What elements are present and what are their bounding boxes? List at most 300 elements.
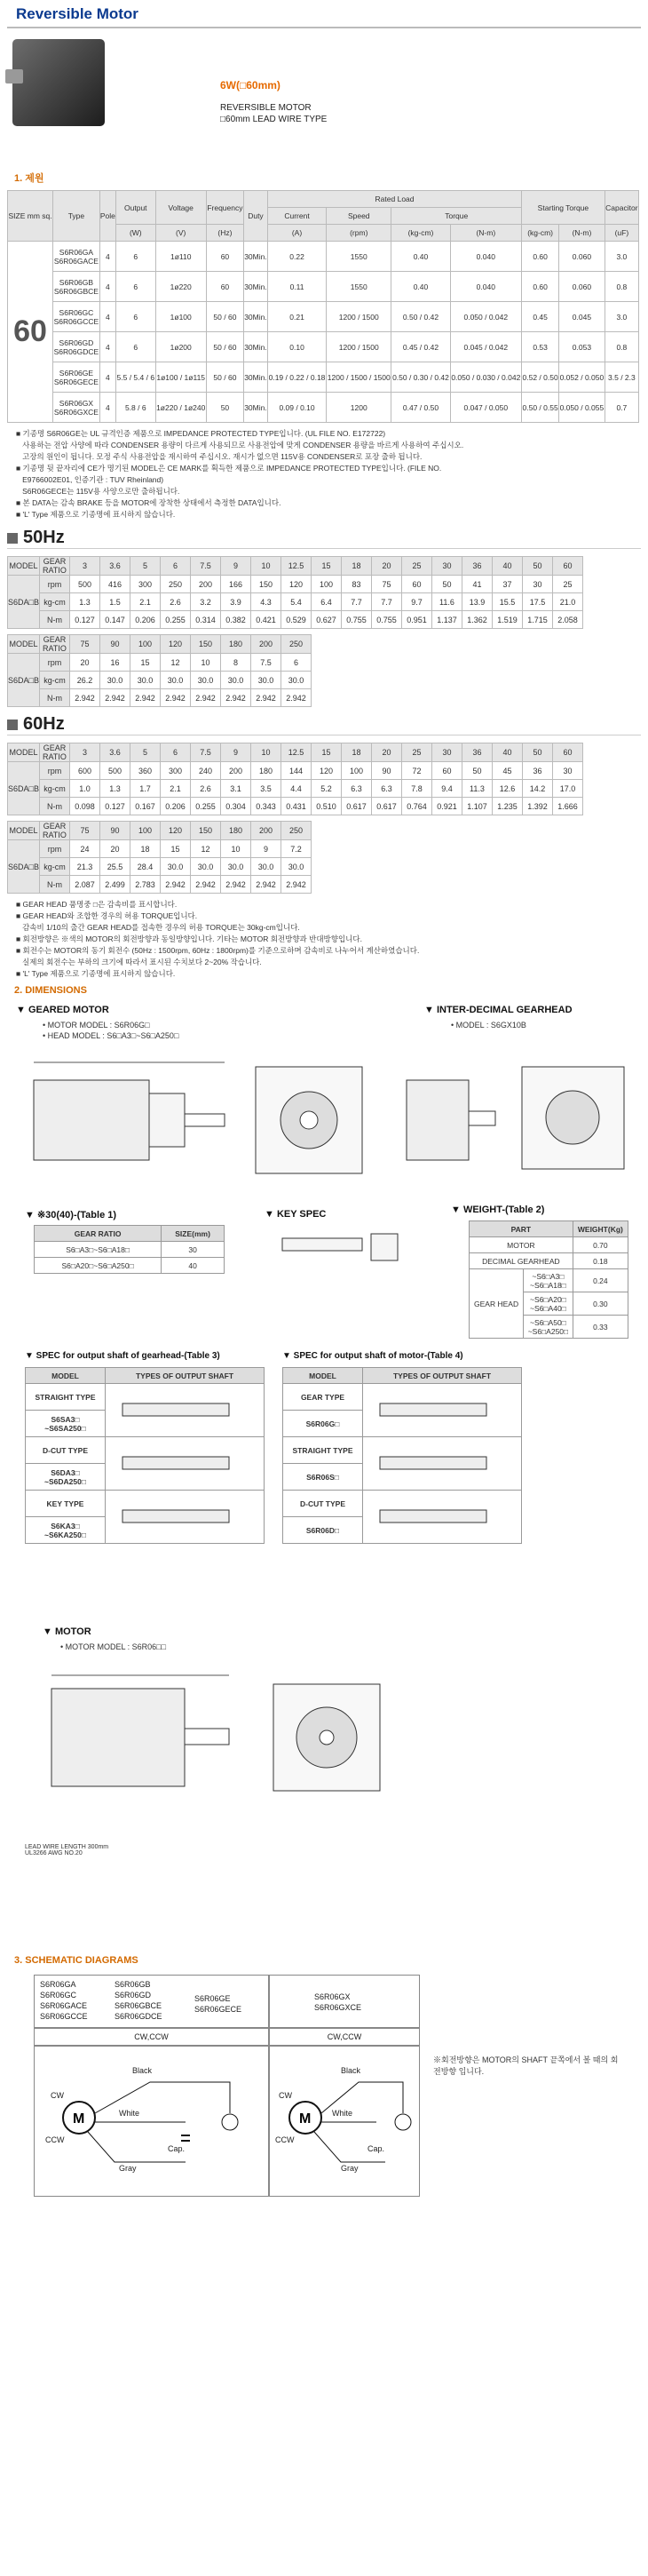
gear-cell: 12 bbox=[190, 840, 220, 858]
gear-cell: 16 bbox=[99, 654, 130, 672]
gear-cell: 180 bbox=[220, 822, 250, 840]
row-label: rpm bbox=[39, 576, 69, 593]
table4-title: ▼ SPEC for output shaft of motor-(Table 4) bbox=[282, 1351, 463, 1361]
gear-table-60hz-b bbox=[7, 821, 312, 894]
cw-label-b: CW bbox=[279, 2091, 292, 2100]
gear-cell: 20 bbox=[371, 743, 401, 762]
weight-table bbox=[469, 1220, 628, 1339]
note-line: 실제의 회전수는 부하의 크기에 따라서 표시된 수치보다 2~20% 작습니다. bbox=[16, 958, 262, 966]
row-label: rpm bbox=[39, 762, 69, 780]
gear-cell: 7.2 bbox=[281, 840, 311, 858]
gear-cell: 120 bbox=[160, 822, 190, 840]
gear-cell: 15 bbox=[311, 557, 341, 576]
gear-cell: 40 bbox=[492, 557, 522, 576]
rated-cell: 50 / 60 bbox=[206, 362, 243, 393]
gear-cell: 2.942 bbox=[99, 689, 130, 707]
rated-cell: S6R06GB S6R06GBCE bbox=[53, 272, 100, 302]
gear-cell: 50 bbox=[431, 576, 462, 593]
rated-cell: 30Min. bbox=[243, 332, 267, 362]
rated-row bbox=[8, 332, 639, 362]
gear-cell: 9.7 bbox=[401, 593, 431, 611]
note-line: 감속비 1/10의 출간 GEAR HEAD를 접속한 경우의 허용 TORQUE는 30kg-cm입니다. bbox=[16, 923, 300, 932]
rated-cell: 60 bbox=[206, 242, 243, 272]
unit-hz: (Hz) bbox=[206, 225, 243, 242]
gear-cell: 1.0 bbox=[69, 780, 99, 798]
gear-cell: 1.519 bbox=[492, 611, 522, 629]
heading-50hz-text: 50Hz bbox=[23, 528, 65, 547]
t3-dcut-model: S6DA3□ ~S6DA250□ bbox=[26, 1464, 106, 1491]
model-name: S6DA□B bbox=[8, 762, 40, 815]
t3-key-model: S6KA3□ ~S6KA250□ bbox=[26, 1517, 106, 1544]
table4 bbox=[282, 1367, 522, 1544]
rotation-note: ※회전방향은 MOTOR의 SHAFT 끝쪽에서 볼 때의 회전방향 입니다. bbox=[433, 2055, 619, 2076]
model-name: S6DA□B bbox=[8, 840, 40, 894]
note-line: ■ GEAR HEAD 품명중 □은 감속비를 표시합니다. bbox=[16, 900, 178, 909]
product-summary bbox=[0, 28, 648, 171]
gear-table-50hz-a bbox=[7, 556, 583, 629]
section-dimensions: 2. DIMENSIONS bbox=[14, 985, 87, 996]
gear-cell: 0.255 bbox=[190, 798, 220, 815]
motor-drawing bbox=[25, 1662, 433, 1840]
model-name: S6R06GA bbox=[40, 1980, 76, 1989]
t1-r2-size: 40 bbox=[162, 1258, 225, 1274]
gear-row bbox=[8, 840, 312, 858]
unit-w: (W) bbox=[116, 225, 155, 242]
gear-cell: 21.3 bbox=[69, 858, 99, 876]
rated-cell: 0.040 bbox=[450, 242, 522, 272]
row-label: N-m bbox=[39, 876, 69, 894]
rated-table bbox=[7, 190, 639, 423]
unit-a: (A) bbox=[267, 225, 326, 242]
model-name: S6R06GD bbox=[115, 1991, 152, 2000]
power-rating: 6W(□60mm) bbox=[220, 79, 281, 91]
gear-cell: 3.1 bbox=[220, 780, 250, 798]
gear-cell: 1.715 bbox=[522, 611, 552, 629]
rated-cell: 0.50 / 0.55 bbox=[522, 393, 559, 423]
gear-cell: 20 bbox=[371, 557, 401, 576]
rated-cell: 6 bbox=[116, 272, 155, 302]
w-gh-2: ~S6□A20□ ~S6□A40□ bbox=[524, 1292, 573, 1316]
motor-photo bbox=[12, 39, 105, 126]
rated-cell: 1550 bbox=[327, 242, 391, 272]
rated-cell: 1200 / 1500 / 1500 bbox=[327, 362, 391, 393]
h-frequency: Frequency bbox=[206, 191, 243, 225]
gear-cell: 2.942 bbox=[190, 689, 220, 707]
rated-cell: 0.47 / 0.50 bbox=[391, 393, 450, 423]
size-cell: 60 bbox=[8, 242, 53, 423]
row-label: N-m bbox=[39, 798, 69, 815]
h-pole: Pole bbox=[99, 191, 115, 242]
gear-cell: 2.1 bbox=[160, 780, 190, 798]
model-header: MODEL bbox=[8, 822, 40, 840]
gear-cell: 25.5 bbox=[99, 858, 130, 876]
w-gh-3: ~S6□A50□ ~S6□A250□ bbox=[524, 1316, 573, 1339]
rated-cell: 4 bbox=[99, 302, 115, 332]
gear-cell: 9 bbox=[220, 743, 250, 762]
gear-cell: 2.1 bbox=[130, 593, 160, 611]
unit-kgcm-start: (kg-cm) bbox=[522, 225, 559, 242]
section-specs: 1. 제원 bbox=[14, 173, 44, 184]
motor-m-a: M bbox=[73, 2111, 85, 2127]
gear-cell: 20 bbox=[99, 840, 130, 858]
gear-cell: 30.0 bbox=[190, 858, 220, 876]
gear-cell: 0.421 bbox=[250, 611, 281, 629]
rated-cell: 4 bbox=[99, 362, 115, 393]
gear-cell: 1.7 bbox=[130, 780, 160, 798]
row-label: GEAR RATIO bbox=[39, 557, 69, 576]
row-label: GEAR RATIO bbox=[39, 743, 69, 762]
gear-cell: 500 bbox=[69, 576, 99, 593]
gear-cell: 0.529 bbox=[281, 611, 311, 629]
gear-cell: 200 bbox=[250, 822, 281, 840]
w-gearhead: GEAR HEAD bbox=[470, 1269, 524, 1339]
rated-cell: 0.50 / 0.30 / 0.42 bbox=[391, 362, 450, 393]
gear-cell: 0.382 bbox=[220, 611, 250, 629]
model-header: MODEL bbox=[8, 635, 40, 654]
gear-cell: 1.392 bbox=[522, 798, 552, 815]
schematic-models-a bbox=[34, 1975, 269, 2028]
weight-title: ▼ WEIGHT-(Table 2) bbox=[451, 1205, 545, 1215]
rated-cell: 0.09 / 0.10 bbox=[267, 393, 326, 423]
gear-cell: 2.783 bbox=[130, 876, 160, 894]
rated-cell: 4 bbox=[99, 393, 115, 423]
gear-cell: 30 bbox=[522, 576, 552, 593]
gear-cell: 25 bbox=[552, 576, 582, 593]
gear-cell: 3.6 bbox=[99, 557, 130, 576]
t1-r2-ratio: S6□A20□~S6□A250□ bbox=[35, 1258, 162, 1274]
gear-cell: 180 bbox=[250, 762, 281, 780]
gear-cell: 1.362 bbox=[462, 611, 492, 629]
gear-cell: 1.107 bbox=[462, 798, 492, 815]
h-speed: Speed bbox=[327, 208, 391, 225]
gear-cell: 300 bbox=[160, 762, 190, 780]
rated-cell: 4 bbox=[99, 272, 115, 302]
h-voltage: Voltage bbox=[155, 191, 206, 225]
model-name: S6R06GB bbox=[115, 1980, 151, 1989]
gear-cell: 100 bbox=[341, 762, 371, 780]
gear-shaft-drawing bbox=[371, 1387, 513, 1432]
gear-cell: 2.942 bbox=[160, 876, 190, 894]
unit-uf: (uF) bbox=[605, 225, 638, 242]
row-label: rpm bbox=[39, 654, 69, 672]
w-decimal-val: 0.18 bbox=[573, 1253, 628, 1269]
rated-cell: 6 bbox=[116, 332, 155, 362]
unit-v: (V) bbox=[155, 225, 206, 242]
rated-cell: 1ø220 bbox=[155, 272, 206, 302]
gear-row bbox=[8, 798, 583, 815]
gear-cell: 12.5 bbox=[281, 743, 311, 762]
h-type: Type bbox=[53, 191, 100, 242]
gear-cell: 2.6 bbox=[190, 780, 220, 798]
gear-cell: 0.431 bbox=[281, 798, 311, 815]
gear-cell: 3.5 bbox=[250, 780, 281, 798]
rated-cell: 0.8 bbox=[605, 332, 638, 362]
rated-cell: 4 bbox=[99, 332, 115, 362]
gear-cell: 100 bbox=[130, 635, 160, 654]
gear-row bbox=[8, 762, 583, 780]
direction-a: CW,CCW bbox=[34, 2028, 269, 2046]
cap-label-a: Cap. bbox=[168, 2144, 186, 2153]
gear-cell: 1.5 bbox=[99, 593, 130, 611]
rated-cell: 0.045 bbox=[559, 302, 605, 332]
rated-cell: 5.8 / 6 bbox=[116, 393, 155, 423]
t1-r1-size: 30 bbox=[162, 1242, 225, 1258]
gear-cell: 10 bbox=[220, 840, 250, 858]
gear-row bbox=[8, 593, 583, 611]
models-col-2 bbox=[115, 1979, 162, 2022]
unit-nm: (N-m) bbox=[450, 225, 522, 242]
notes-2 bbox=[16, 899, 632, 980]
gear-cell: 14.2 bbox=[522, 780, 552, 798]
gear-cell: 75 bbox=[69, 635, 99, 654]
section-schematic: 3. SCHEMATIC DIAGRAMS bbox=[14, 1955, 138, 1966]
t4-dcut: D-CUT TYPE bbox=[283, 1491, 363, 1517]
gear-cell: 75 bbox=[69, 822, 99, 840]
t4-dcut-model: S6R06D□ bbox=[283, 1517, 363, 1544]
rated-cell: 0.040 bbox=[450, 272, 522, 302]
gear-cell: 17.5 bbox=[522, 593, 552, 611]
gear-cell: 26.2 bbox=[69, 672, 99, 689]
ccw-label-b: CCW bbox=[275, 2135, 295, 2144]
gear-cell: 30.0 bbox=[250, 672, 281, 689]
spec-line-2: □60mm LEAD WIRE TYPE bbox=[220, 115, 328, 124]
black-label-a: Black bbox=[132, 2066, 153, 2075]
gear-row bbox=[8, 780, 583, 798]
rated-cell: 1ø100 / 1ø115 bbox=[155, 362, 206, 393]
gear-cell: 13.9 bbox=[462, 593, 492, 611]
gear-cell: 150 bbox=[190, 635, 220, 654]
note-line: 고장의 원인이 됩니다. 모정 주식 사용전압을 재시하여 주십시오. 재시가 없으면 115V용 CONDENSER로 포장 출하 됩니다. bbox=[16, 452, 423, 461]
rated-cell: 6 bbox=[116, 302, 155, 332]
gear-cell: 36 bbox=[522, 762, 552, 780]
gear-cell: 2.942 bbox=[160, 689, 190, 707]
rated-cell: 1550 bbox=[327, 272, 391, 302]
rated-row bbox=[8, 272, 639, 302]
row-label: rpm bbox=[39, 840, 69, 858]
gear-cell: 0.206 bbox=[160, 798, 190, 815]
gear-cell: 600 bbox=[69, 762, 99, 780]
gear-cell: 25 bbox=[401, 557, 431, 576]
unit-kgcm: (kg-cm) bbox=[391, 225, 450, 242]
rated-cell: 0.047 / 0.050 bbox=[450, 393, 522, 423]
inter-decimal-title: ▼ INTER-DECIMAL GEARHEAD bbox=[424, 1005, 573, 1015]
models-col-3 bbox=[194, 1993, 241, 2015]
gear-cell: 9 bbox=[220, 557, 250, 576]
gear-cell: 2.942 bbox=[250, 876, 281, 894]
gear-cell: 2.058 bbox=[552, 611, 582, 629]
gear-cell: 12.5 bbox=[281, 557, 311, 576]
gear-cell: 90 bbox=[99, 635, 130, 654]
gear-cell: 5.2 bbox=[311, 780, 341, 798]
gear-cell: 100 bbox=[311, 576, 341, 593]
note-line: 사용하는 전압 사양에 따라 CONDENSER 용량이 다르게 사용되므로 사용전압에 맞게 CONDENSER 용량을 바르게 사용하여 주십시오. bbox=[16, 441, 464, 449]
note-line: E9766002E01, 인증기관 : TUV Rheinland) bbox=[16, 475, 164, 484]
motor-straight-drawing bbox=[371, 1441, 513, 1485]
gear-cell: 20 bbox=[69, 654, 99, 672]
gear-table-50hz-b bbox=[7, 634, 312, 707]
rated-cell: 1200 / 1500 bbox=[327, 302, 391, 332]
gear-cell: 300 bbox=[130, 576, 160, 593]
unit-rpm: (rpm) bbox=[327, 225, 391, 242]
gear-cell: 50 bbox=[522, 557, 552, 576]
heading-60hz-text: 60Hz bbox=[23, 714, 65, 734]
gear-cell: 2.087 bbox=[69, 876, 99, 894]
gear-cell: 7.5 bbox=[250, 654, 281, 672]
gear-cell: 0.755 bbox=[371, 611, 401, 629]
gear-cell: 11.3 bbox=[462, 780, 492, 798]
model-name: S6R06GX bbox=[314, 1992, 351, 2001]
t3-straight-model: S6SA3□ ~S6SA250□ bbox=[26, 1411, 106, 1437]
gear-cell: 2.942 bbox=[190, 876, 220, 894]
gear-cell: 30.0 bbox=[190, 672, 220, 689]
gear-cell: 200 bbox=[190, 576, 220, 593]
gear-row bbox=[8, 557, 583, 576]
gear-cell: 1.3 bbox=[99, 780, 130, 798]
rated-cell: 1ø220 / 1ø240 bbox=[155, 393, 206, 423]
rated-cell: S6R06GA S6R06GACE bbox=[53, 242, 100, 272]
t4-straight: STRAIGHT TYPE bbox=[283, 1437, 363, 1464]
gear-cell: 6 bbox=[160, 557, 190, 576]
schematic-area bbox=[7, 1966, 641, 2294]
rated-cell: 0.21 bbox=[267, 302, 326, 332]
t3-h-types: TYPES OF OUTPUT SHAFT bbox=[106, 1368, 265, 1384]
notes-1 bbox=[16, 428, 632, 521]
gear-row bbox=[8, 672, 312, 689]
inter-decimal-model: • MODEL : S6GX10B bbox=[451, 1021, 526, 1030]
w-gh-1-val: 0.24 bbox=[573, 1269, 628, 1292]
h-output: Output bbox=[116, 191, 155, 225]
note-line: ■ 회전수는 MOTOR의 동기 회전수 (50Hz : 1500rpm, 60Hz : 1800rpm)를 기준으로하며 감속비로 나누어서 계산하였습니다. bbox=[16, 946, 420, 955]
gear-cell: 100 bbox=[130, 822, 160, 840]
svg-text:M: M bbox=[299, 2111, 312, 2127]
rated-cell: 4 bbox=[99, 242, 115, 272]
w-decimal: DECIMAL GEARHEAD bbox=[470, 1253, 573, 1269]
white-label-a: White bbox=[119, 2109, 140, 2118]
rated-cell: 0.60 bbox=[522, 242, 559, 272]
gear-cell: 2.942 bbox=[281, 689, 311, 707]
gear-cell: 11.6 bbox=[431, 593, 462, 611]
rated-cell: 60 bbox=[206, 272, 243, 302]
rated-cell: 0.40 bbox=[391, 242, 450, 272]
key-shaft-drawing bbox=[114, 1494, 256, 1538]
gear-cell: 5 bbox=[130, 743, 160, 762]
rated-cell: 0.050 / 0.055 bbox=[559, 393, 605, 423]
gear-cell: 40 bbox=[492, 743, 522, 762]
rated-cell: 0.8 bbox=[605, 272, 638, 302]
note-line: ■ 본 DATA는 감속 BRAKE 등을 MOTOR에 장착한 상태에서 측정한 DATA입니다. bbox=[16, 498, 281, 507]
gear-cell: 30 bbox=[552, 762, 582, 780]
gear-cell: 7.5 bbox=[190, 557, 220, 576]
gear-cell: 0.127 bbox=[69, 611, 99, 629]
rated-row bbox=[8, 302, 639, 332]
gear-cell: 30.0 bbox=[160, 672, 190, 689]
gear-cell: 30.0 bbox=[281, 858, 311, 876]
rated-cell: 1ø110 bbox=[155, 242, 206, 272]
gear-row bbox=[8, 876, 312, 894]
gear-cell: 12 bbox=[160, 654, 190, 672]
t4-h-model: MODEL bbox=[283, 1368, 363, 1384]
gear-cell: 2.942 bbox=[69, 689, 99, 707]
rated-cell: 0.45 bbox=[522, 302, 559, 332]
gearhead-model: • HEAD MODEL : S6□A3□~S6□A250□ bbox=[43, 1031, 179, 1040]
model-name: S6R06GE bbox=[194, 1994, 231, 2003]
gear-cell: 10 bbox=[250, 743, 281, 762]
gear-cell: 30.0 bbox=[281, 672, 311, 689]
gray-label-a: Gray bbox=[119, 2164, 137, 2173]
t3-straight: STRAIGHT TYPE bbox=[26, 1384, 106, 1411]
row-label: N-m bbox=[39, 689, 69, 707]
rated-cell: 1ø100 bbox=[155, 302, 206, 332]
gear-cell: 500 bbox=[99, 762, 130, 780]
cap-label-b: Cap. bbox=[367, 2144, 385, 2153]
gear-cell: 0.255 bbox=[160, 611, 190, 629]
gear-cell: 0.617 bbox=[371, 798, 401, 815]
h-current: Current bbox=[267, 208, 326, 225]
model-name: S6R06GC bbox=[40, 1991, 77, 2000]
cw-label-a: CW bbox=[51, 2091, 64, 2100]
gear-cell: 30.0 bbox=[250, 858, 281, 876]
gear-cell: 5.4 bbox=[281, 593, 311, 611]
row-label: GEAR RATIO bbox=[39, 635, 69, 654]
gear-cell: 9 bbox=[250, 840, 281, 858]
model-name: S6DA□B bbox=[8, 654, 40, 707]
gear-cell: 36 bbox=[462, 557, 492, 576]
w-motor: MOTOR bbox=[470, 1237, 573, 1253]
rated-cell: 0.22 bbox=[267, 242, 326, 272]
geared-motor-drawing bbox=[16, 1045, 389, 1196]
gear-cell: 4.4 bbox=[281, 780, 311, 798]
header bbox=[7, 0, 641, 28]
gear-cell: 10 bbox=[190, 654, 220, 672]
gear-cell: 30.0 bbox=[220, 672, 250, 689]
motor-dcut-drawing bbox=[371, 1494, 513, 1538]
rated-cell: 0.40 bbox=[391, 272, 450, 302]
gear-cell: 2.942 bbox=[220, 689, 250, 707]
gear-cell: 120 bbox=[160, 635, 190, 654]
row-label: N-m bbox=[39, 611, 69, 629]
rated-cell: 50 bbox=[206, 393, 243, 423]
rated-cell: 0.053 bbox=[559, 332, 605, 362]
note-line: ■ 기종명 뒷 끝자리에 CE가 명기된 MODEL은 CE MARK를 획득한 제품으로 IMPEDANCE PROTECTED TYPE입니다. (FILE NO. bbox=[16, 464, 442, 473]
models-col-1 bbox=[40, 1979, 88, 2022]
t1-h-size: SIZE(mm) bbox=[162, 1226, 225, 1242]
gear-cell: 416 bbox=[99, 576, 130, 593]
gear-cell: 2.942 bbox=[220, 876, 250, 894]
gear-cell: 30 bbox=[431, 743, 462, 762]
rated-cell: 0.050 / 0.042 bbox=[450, 302, 522, 332]
ccw-label-a: CCW bbox=[45, 2135, 65, 2144]
h-size: SIZE mm sq. bbox=[8, 191, 53, 242]
rated-cell: 1200 bbox=[327, 393, 391, 423]
gear-cell: 0.206 bbox=[130, 611, 160, 629]
schematic-b bbox=[269, 2046, 420, 2197]
straight-shaft-drawing bbox=[114, 1387, 256, 1432]
gear-cell: 0.127 bbox=[99, 798, 130, 815]
gear-cell: 0.617 bbox=[341, 798, 371, 815]
gear-cell: 12.6 bbox=[492, 780, 522, 798]
t1-r1-ratio: S6□A3□~S6□A18□ bbox=[35, 1242, 162, 1258]
gear-cell: 240 bbox=[190, 762, 220, 780]
h-capacitor: Capacitor bbox=[605, 191, 638, 225]
rated-cell: 30Min. bbox=[243, 272, 267, 302]
rated-cell: 0.53 bbox=[522, 332, 559, 362]
model-name: S6R06GECE bbox=[194, 2005, 242, 2014]
gear-cell: 120 bbox=[311, 762, 341, 780]
gear-cell: 30 bbox=[431, 557, 462, 576]
gear-cell: 6.4 bbox=[311, 593, 341, 611]
gear-cell: 41 bbox=[462, 576, 492, 593]
h-torque: Torque bbox=[391, 208, 522, 225]
